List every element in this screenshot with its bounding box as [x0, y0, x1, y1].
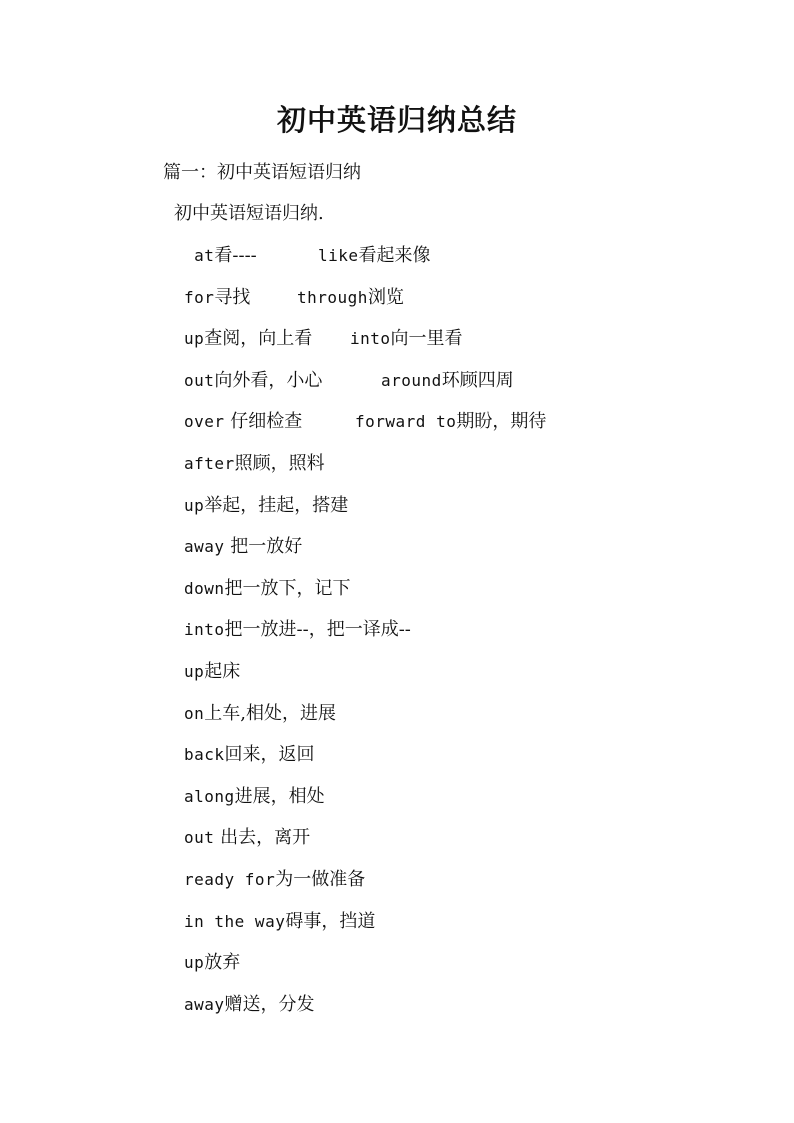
- phrase-english: on: [184, 703, 205, 723]
- phrase-item: [184, 370, 322, 391]
- phrase-chinese: 把一放好: [224, 536, 303, 558]
- phrase-line: [184, 951, 240, 975]
- phrase-english: at: [184, 246, 215, 265]
- phrase-chinese: 期盼，期待: [456, 411, 547, 433]
- phrase-line: [184, 910, 375, 934]
- phrase-english: in the way: [184, 911, 286, 931]
- phrase-item: [184, 994, 315, 1015]
- phrase-english: up: [184, 662, 205, 681]
- phrase-chinese: 把一放进--，把一译成--: [224, 619, 411, 641]
- phrase-english: out: [184, 370, 215, 390]
- phrase-chinese: 起床: [204, 661, 241, 682]
- phrase-item: [184, 661, 240, 682]
- phrase-line: [184, 369, 514, 393]
- phrase-english: forward to: [355, 412, 457, 432]
- phrase-english: up: [184, 495, 205, 515]
- phrase-line: [184, 618, 411, 642]
- phrase-english: after: [184, 454, 235, 473]
- phrase-item: [184, 952, 240, 973]
- phrase-line: [184, 327, 463, 351]
- phrase-line: [184, 286, 404, 310]
- phrase-item: [184, 619, 411, 640]
- phrase-line: [184, 577, 351, 601]
- phrase-english: back: [184, 745, 225, 765]
- phrase-chinese: 向一里看: [390, 328, 463, 350]
- phrase-english: down: [184, 578, 225, 598]
- phrase-english: into: [350, 329, 391, 349]
- phrase-line: [184, 452, 325, 476]
- phrase-item: [184, 328, 312, 349]
- phrase-item: [184, 703, 336, 724]
- phrase-english: like: [318, 246, 359, 265]
- phrase-item: [184, 453, 325, 474]
- phrase-chinese: 上车,相处，进展: [204, 702, 336, 724]
- phrase-english: over: [184, 412, 225, 432]
- phrase-item: [297, 286, 404, 310]
- phrase-item: [184, 786, 325, 807]
- phrase-chinese: 向外看，小心: [214, 369, 323, 391]
- phrase-line: [184, 743, 315, 767]
- phrase-item: [184, 869, 365, 890]
- phrase-item: [184, 578, 351, 599]
- phrase-chinese: 碍事，挡道: [285, 910, 376, 932]
- phrase-line: [184, 785, 325, 809]
- phrase-item: [381, 369, 514, 393]
- phrase-chinese: 把一放下，记下: [224, 577, 351, 599]
- phrase-chinese: 寻找: [214, 286, 251, 308]
- phrase-english: ready for: [184, 870, 276, 889]
- phrase-item: [318, 244, 431, 268]
- phrase-item: [184, 495, 348, 516]
- phrase-chinese: 为一做准备: [275, 869, 366, 890]
- phrase-english: away: [184, 994, 225, 1014]
- phrase-item: [184, 744, 315, 765]
- phrase-item: [184, 536, 302, 557]
- phrase-english: around: [381, 370, 442, 390]
- phrase-line: [184, 826, 310, 850]
- phrase-item: [184, 911, 375, 932]
- phrase-chinese: 放弃: [204, 952, 241, 974]
- phrase-line: [184, 660, 240, 684]
- phrase-chinese: 回来，返回: [224, 744, 315, 766]
- phrase-line: [184, 410, 547, 434]
- phrase-line: [184, 494, 348, 518]
- phrase-chinese: 进展，相处: [234, 785, 325, 807]
- phrase-line: [184, 993, 315, 1017]
- phrase-chinese: 仔细检查: [224, 411, 303, 433]
- phrase-line: [184, 535, 302, 559]
- phrase-english: into: [184, 620, 225, 640]
- phrase-line: [184, 244, 431, 268]
- phrase-line: [184, 702, 336, 726]
- phrase-item: [184, 411, 302, 432]
- phrase-english: away: [184, 537, 225, 557]
- phrase-english: along: [184, 786, 235, 806]
- phrase-line: [184, 868, 365, 892]
- section-subheading: 初中英语短语归纳.: [174, 203, 324, 224]
- phrase-item: [350, 327, 463, 351]
- phrase-chinese: 举起，挂起，搭建: [204, 494, 349, 516]
- phrase-item: [184, 287, 250, 308]
- section-heading: 篇一：初中英语短语归纳: [163, 162, 361, 183]
- phrase-chinese: 浏览: [367, 286, 404, 308]
- phrase-item: [355, 410, 546, 434]
- phrase-chinese: 照顾，照料: [234, 453, 325, 474]
- phrase-chinese: 查阅，向上看: [204, 328, 313, 350]
- phrase-english: up: [184, 329, 205, 349]
- phrase-chinese: 出去，离开: [214, 827, 311, 849]
- phrase-english: through: [297, 287, 368, 307]
- phrase-english: for: [184, 287, 215, 307]
- phrase-item: [184, 245, 257, 266]
- phrase-chinese: 看起来像: [358, 245, 431, 266]
- document-title: 初中英语归纳总结: [276, 103, 517, 137]
- phrase-english: out: [184, 828, 215, 848]
- phrase-chinese: 环顾四周: [441, 369, 514, 391]
- phrase-chinese: 赠送，分发: [224, 993, 315, 1015]
- phrase-chinese: 看----: [214, 245, 257, 266]
- phrase-english: up: [184, 953, 205, 973]
- phrase-item: [184, 827, 310, 848]
